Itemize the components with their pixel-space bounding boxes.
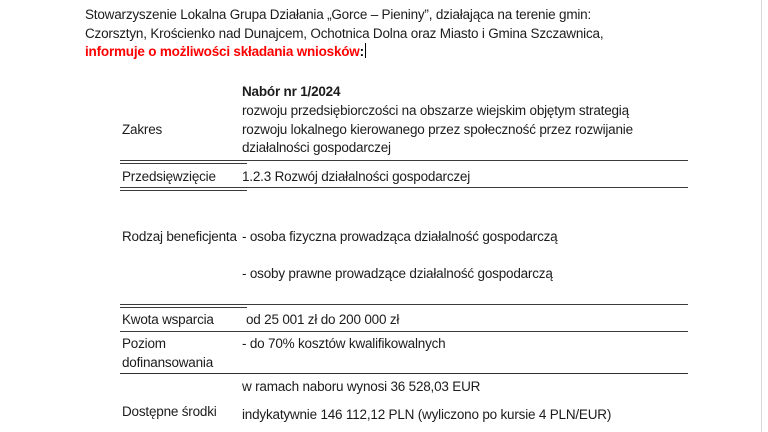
intro-highlight-line xyxy=(85,43,603,62)
row-label-zakres: Zakres xyxy=(122,122,163,137)
intro-paragraph xyxy=(85,6,603,62)
zakres-line-2: rozwoju lokalnego kierowanego przez społeczność przez rozwijanie xyxy=(242,121,633,137)
table-header: Nabór nr 1/2024 xyxy=(242,84,341,99)
text-cursor xyxy=(365,43,367,58)
intro-line-2: Czorsztyn, Krościenko nad Dunajcem, Ochotnica Dolna oraz Miasto i Gmina Szczawnica, xyxy=(85,25,604,41)
row-divider xyxy=(120,160,688,161)
highlight-text: informuje o możliwości składania wniosków xyxy=(85,44,360,59)
page-edge-line xyxy=(761,0,762,432)
dostepne-content-2: indykatywnie 146 112,12 PLN (wyliczono po kursie 4 PLN/EUR) xyxy=(242,407,612,422)
rodzaj-content-1: - osoba fizyczna prowadząca działalność gospodarczą xyxy=(242,229,558,244)
row-label-przedsiewziecie: Przedsięwzięcie xyxy=(122,169,216,184)
row-content-zakres xyxy=(242,102,633,158)
highlight-colon: : xyxy=(359,44,364,59)
row-content-poziom: - do 70% kosztów kwalifikowalnych xyxy=(242,336,446,351)
zakres-line-3: działalności gospodarczej xyxy=(242,140,391,155)
row-divider xyxy=(120,331,688,332)
row-divider-double xyxy=(120,190,247,191)
rodzaj-content-2: - osoby prawne prowadzące działalność gospodarczą xyxy=(242,266,553,281)
row-divider xyxy=(120,187,688,188)
row-content-przedsiewziecie: 1.2.3 Rozwój działalności gospodarczej xyxy=(242,169,471,184)
row-divider xyxy=(120,304,688,305)
row-divider-double xyxy=(120,307,247,308)
row-label-dostepne-srodki: Dostępne środki xyxy=(122,404,217,419)
dostepne-content-1: w ramach naboru wynosi 36 528,03 EUR xyxy=(242,379,481,394)
row-content-kwota-wsparcia: od 25 001 zł do 200 000 zł xyxy=(246,312,400,327)
row-divider-double xyxy=(120,163,247,164)
zakres-line-1: rozwoju przedsiębiorczości na obszarze wiejskim objętym strategią xyxy=(242,103,629,118)
row-divider xyxy=(120,373,688,374)
row-label-rodzaj-beneficjenta: Rodzaj beneficjenta xyxy=(122,229,237,244)
row-label-poziom-dofinansowania: Poziom dofinansowania xyxy=(122,336,214,370)
row-label-kwota-wsparcia: Kwota wsparcia xyxy=(122,312,214,327)
intro-line-1: Stowarzyszenie Lokalna Grupa Działania „Gorce – Pieniny”, działająca na terenie gmin: xyxy=(85,7,592,22)
